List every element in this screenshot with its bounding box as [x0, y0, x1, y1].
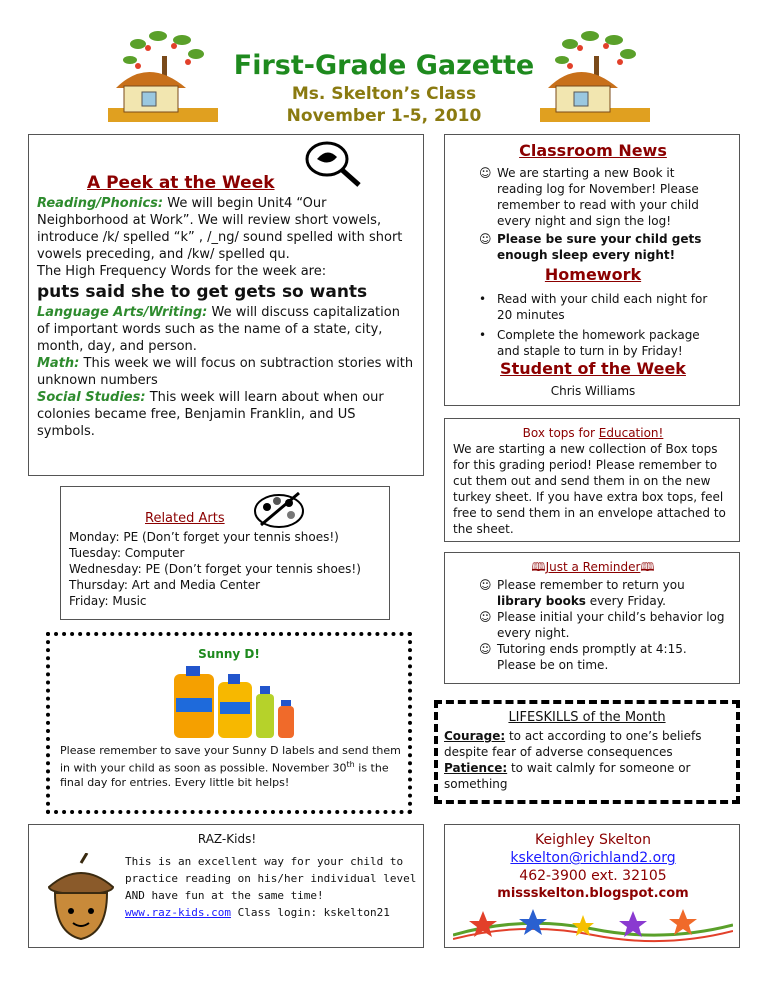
hf-words: puts said she to get gets so wants [37, 282, 368, 302]
patience-label: Patience: [444, 761, 508, 775]
box-tops-heading: Box tops for [522, 426, 599, 440]
patience-text: to wait calmly for someone or something [444, 761, 691, 791]
related-arts-box [60, 486, 390, 620]
raz-kids-box [28, 824, 424, 948]
peek-body [37, 195, 415, 440]
news-item-text: Please be sure your child gets enough sleep every night! [497, 232, 702, 262]
education-link[interactable]: Education! [598, 426, 664, 440]
class-name: Ms. Skelton’s Class [291, 84, 477, 104]
lifeskills-box [434, 700, 740, 804]
student-week-heading: Student of the Week [500, 359, 686, 378]
contact-box [444, 824, 740, 948]
arts-day: Monday: PE (Don’t forget your tennis shoes!) [69, 530, 339, 544]
acorn-icon [41, 853, 121, 941]
courage-text: to act according to one’s beliefs despite fear of adverse consequences [444, 729, 702, 759]
smiley-icon: ☺ [479, 578, 492, 592]
teacher-name: Keighley Skelton [535, 832, 651, 848]
raz-kids-link[interactable]: www.raz-kids.com [125, 906, 231, 919]
student-name: Chris Williams [550, 384, 636, 398]
arts-day: Friday: Music [69, 594, 147, 608]
homework-item-text: Complete the homework package and staple to turn in by Friday! [497, 328, 700, 358]
news-item [475, 231, 715, 263]
magnifying-glass-icon [299, 139, 365, 189]
teacher-email-link[interactable]: kskelton@richland2.org [510, 850, 676, 866]
sunny-d-heading: Sunny D! [198, 647, 260, 661]
related-arts-heading: Related Arts [145, 511, 225, 526]
hf-intro: The High Frequency Words for the week are: [37, 264, 327, 279]
peek-at-week-box [28, 134, 424, 476]
teacher-phone: 462-3900 ext. 32105 [519, 868, 667, 884]
reminder-box [444, 552, 740, 684]
lifeskills-heading: LIFESKILLS of the Month [508, 710, 666, 725]
social-label: Social Studies: [37, 390, 146, 405]
homework-heading: Homework [544, 265, 642, 284]
news-item-text: We are starting a new Book it reading log for November! Please remember to read with your child every night and sign the log! [497, 166, 699, 228]
homework-item: • Complete the homework package and staple to turn in by Friday! [479, 328, 700, 358]
smiley-icon: ☺ [479, 166, 492, 180]
arts-day: Wednesday: PE (Don’t forget your tennis shoes!) [69, 562, 361, 576]
sunny-d-bottles-icon [170, 664, 300, 740]
page-title: First-Grade Gazette [233, 50, 535, 81]
teacher-blog: missskelton.blogspot.com [497, 886, 689, 901]
book-icon: 🕮 [640, 560, 655, 574]
language-label: Language Arts/Writing: [37, 305, 208, 320]
sunny-d-text: Please remember to save your Sunny D labels and send them in with your child as soon as possible. November 30th is the final day for entries. Every little bit helps! [60, 744, 401, 789]
stars-border-icon [453, 905, 733, 945]
reminder-item: ☺ Tutoring ends promptly at 4:15. Please be on time. [479, 642, 687, 672]
paint-palette-icon [253, 489, 309, 529]
math-label: Math: [37, 356, 80, 371]
tree-house-left-icon [108, 26, 218, 126]
box-tops-box [444, 418, 740, 542]
news-item [475, 165, 715, 229]
classroom-news-box [444, 134, 740, 406]
sunny-d-box [46, 632, 412, 814]
book-icon: 🕮 [531, 560, 546, 574]
math-text: This week we will focus on subtraction stories with unknown numbers [37, 356, 414, 388]
week-date: November 1-5, 2010 [286, 106, 482, 126]
arts-day: Thursday: Art and Media Center [69, 578, 261, 592]
language-text: We will discuss capitalization of important words such as the name of a state, city, month, day, and person. [37, 305, 400, 354]
reading-text: We will begin Unit4 “Our Neighborhood at Work”. We will review short vowels, introduce /k/ spelled “k” , /_ng/ sound spelled with short vowels preceding, and /kw/ spelled qu. [37, 196, 403, 262]
peek-heading: A Peek at the Week [87, 173, 275, 193]
raz-kids-heading: RAZ-Kids! [197, 832, 257, 846]
social-text: This week will learn about when our colonies became free, Benjamin Franklin, and US symbols. [37, 390, 384, 439]
raz-kids-login: Class login: kskelton21 [230, 906, 390, 919]
reminder-item: ☺ Please initial your child’s behavior log every night. [479, 610, 725, 640]
smiley-icon: ☺ [479, 642, 492, 656]
reading-label: Reading/Phonics: [37, 196, 164, 211]
courage-label: Courage: [444, 729, 506, 743]
smiley-icon: ☺ [479, 232, 492, 246]
reminder-item: ☺ Please remember to return you library books every Friday. [479, 578, 685, 608]
tree-house-right-icon [540, 26, 650, 126]
raz-kids-text: This is an excellent way for your child to practice reading on his/her individual level AND have fun at the same time! [125, 855, 417, 902]
smiley-icon: ☺ [479, 610, 492, 624]
reminder-heading: Just a Reminder [545, 560, 641, 574]
homework-item: • Read with your child each night for 20 minutes [479, 292, 708, 322]
classroom-news-heading: Classroom News [519, 141, 667, 160]
box-tops-text: We are starting a new collection of Box tops for this grading period! Please remember to cut them out and send them in on the new turkey sheet. If you have extra box tops, feel free to send them in an envelope attached to the sheet. [453, 442, 726, 536]
arts-day: Tuesday: Computer [69, 546, 185, 560]
homework-item-text: Read with your child each night for 20 minutes [497, 292, 708, 322]
